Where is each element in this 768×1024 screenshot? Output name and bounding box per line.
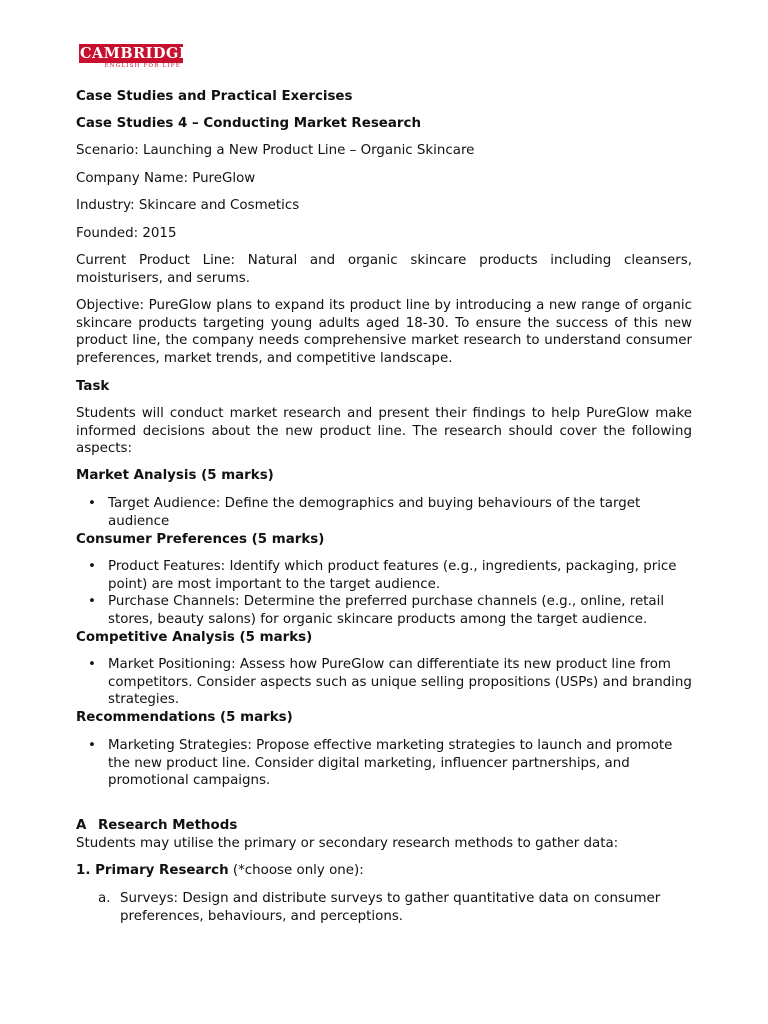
bullet-item xyxy=(88,558,692,593)
document-title: Case Studies and Practical Exercises xyxy=(76,89,353,104)
case-study-title: Case Studies 4 – Conducting Market Research xyxy=(76,116,421,131)
cambridge-logo xyxy=(79,44,191,70)
current-product-line-paragraph: Current Product Line: Natural and organic skincare products including cleansers, moisturisers, and serums. xyxy=(76,253,692,286)
company-line: Company Name: PureGlow xyxy=(76,171,256,186)
section-marker: A xyxy=(76,818,87,833)
bullet-icon: • xyxy=(88,496,96,511)
section-heading-competitive-analysis: Competitive Analysis (5 marks) xyxy=(76,630,313,645)
bullet-item xyxy=(88,593,692,628)
bullet-icon: • xyxy=(88,738,96,753)
section-title: Research Methods xyxy=(98,818,238,833)
primary-research-note: (*choose only one): xyxy=(228,863,364,878)
research-methods-heading xyxy=(76,817,692,835)
section-heading-recommendations: Recommendations (5 marks) xyxy=(76,710,293,725)
bullet-text: Target Audience: Define the demographics and buying behaviours of the target audience xyxy=(108,496,641,529)
list-item xyxy=(98,890,692,925)
list-text: Surveys: Design and distribute surveys to gather quantitative data on consumer preferences, behaviours, and perceptions. xyxy=(120,891,661,924)
section-heading-consumer-preferences: Consumer Preferences (5 marks) xyxy=(76,532,325,547)
objective-paragraph: Objective: PureGlow plans to expand its product line by introducing a new range of organic skincare products targeting young adults aged 18-30. To ensure the success of this new product line, the company needs comprehensive market research to understand consumer preferences, market trends, and competitive landscape. xyxy=(76,298,692,366)
bullet-icon: • xyxy=(88,559,96,574)
task-heading: Task xyxy=(76,379,110,394)
scenario-line: Scenario: Launching a New Product Line – Organic Skincare xyxy=(76,143,475,158)
section-heading-market-analysis: Market Analysis (5 marks) xyxy=(76,468,274,483)
bullet-text: Marketing Strategies: Propose effective marketing strategies to launch and promote the new product line. Consider digital marketing, influencer partnerships, and promotional campaigns. xyxy=(108,738,673,788)
bullet-item xyxy=(88,495,692,530)
list-marker: a. xyxy=(98,891,111,906)
bullet-item xyxy=(88,656,692,709)
bullet-text: Product Features: Identify which product features (e.g., ingredients, packaging, price point) are most important to the target audience. xyxy=(108,559,677,592)
logo-tagline: ENGLISH FOR LIFE xyxy=(104,63,181,69)
task-paragraph: Students will conduct market research and present their findings to help PureGlow make informed decisions about the new product line. The research should cover the following aspects: xyxy=(76,406,692,456)
founded-line: Founded: 2015 xyxy=(76,226,177,241)
bullet-icon: • xyxy=(88,657,96,672)
primary-research-label: 1. Primary Research xyxy=(76,863,229,878)
bullet-text: Purchase Channels: Determine the preferred purchase channels (e.g., online, retail stores, beauty salons) for organic skincare products among the target audience. xyxy=(108,594,665,627)
bullet-item xyxy=(88,737,692,790)
logo-wordmark: CAMBRIDGE xyxy=(80,45,191,62)
bullet-icon: • xyxy=(88,594,96,609)
bullet-text: Market Positioning: Assess how PureGlow can differentiate its new product line from competitors. Consider aspects such as unique selling propositions (USPs) and branding strategies. xyxy=(108,657,692,707)
research-intro: Students may utilise the primary or secondary research methods to gather data: xyxy=(76,836,619,851)
industry-line: Industry: Skincare and Cosmetics xyxy=(76,198,300,213)
primary-research-line xyxy=(76,862,692,880)
